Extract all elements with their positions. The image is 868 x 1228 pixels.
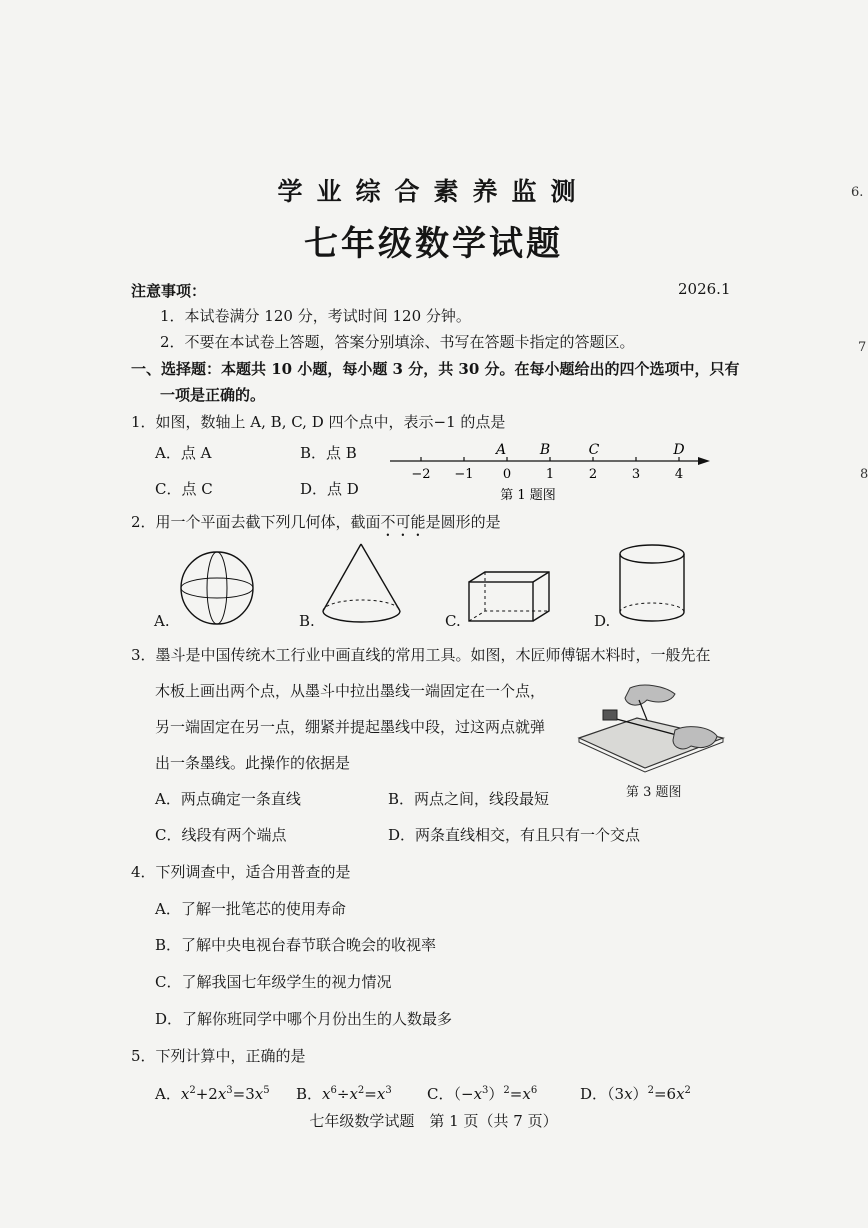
arrow-icon [698,457,710,465]
tick-label: −2 [411,467,431,482]
q4-option-a: A．了解一批笔芯的使用寿命 [155,900,346,918]
q2-option-c-label: C. [445,612,461,630]
q5-stem: 5．下列计算中，正确的是 [131,1047,306,1065]
q3-option-d: D．两条直线相交，有且只有一个交点 [388,826,641,844]
section-heading: 一、选择题：本题共 10 小题，每小题 3 分，共 30 分。在每小题给出的四个选项中，只有 [131,360,740,378]
q1-stem: 1．如图，数轴上 A, B, C, D 四个点中，表示−1 的点是 [131,413,506,431]
q1-option-b: B．点 B [300,444,357,462]
cylinder-icon [615,542,690,627]
q5-option-b-expr: $x^6\div x^2=x^3$ [322,1085,392,1103]
q5-option-b-label: B． [296,1085,323,1103]
q5-option-a-expr: $x^2+2x^3=3x^5$ [180,1085,270,1103]
q2-option-a-label: A. [154,612,170,630]
tick-label: −1 [454,467,474,482]
notice-item: 2．不要在本试卷上答题，答案分别填涂、书写在答题卡指定的答题区。 [160,333,635,351]
cuboid-icon [465,568,555,626]
q5-option-d-label: D． [580,1085,608,1103]
q3-stem-line: 另一端固定在另一点，绷紧并提起墨线中段，过这两点就弹 [155,718,546,736]
q5-option-a [155,1083,270,1104]
edge-fragment: 6. [851,185,864,200]
q5-option-b [296,1083,392,1104]
q2-stem-after: 是圆形的是 [425,513,501,531]
tick-label: 2 [588,467,598,482]
point-label-a: A [495,442,507,458]
tick-label: 1 [545,467,555,482]
edge-fragment: 8 [860,467,868,482]
point-label-d: D [673,442,685,458]
q5-option-d [580,1083,691,1104]
q4-stem: 4．下列调查中，适合用普查的是 [131,863,351,881]
q4-option-c: C．了解我国七年级学生的视力情况 [155,973,392,991]
notice-label: 注意事项： [131,282,207,300]
q4-option-d: D．了解你班同学中哪个月份出生的人数最多 [155,1010,453,1028]
q1-option-c: C．点 C [155,480,213,498]
q3-stem-line: 木板上画出两个点，从墨斗中拉出墨线一端固定在一个点， [155,682,546,700]
cone-icon [318,540,408,630]
figure-caption: 第 1 题图 [500,488,556,503]
q5-option-c-label: C． [427,1085,454,1103]
q5-option-c [427,1083,537,1104]
edge-fragment: 7 [858,340,867,355]
q1-option-d: D．点 D [300,480,359,498]
notice-item: 1．本试卷满分 120 分，考试时间 120 分钟。 [160,307,471,325]
q3-figure-caption: 第 3 题图 [626,785,682,800]
q4-option-b: B．了解中央电视台春节联合晚会的收视率 [155,936,437,954]
page-footer: 七年级数学试题 第 1 页（共 7 页） [309,1112,558,1130]
q3-option-b: B．两点之间，线段最短 [388,790,550,808]
tick-label: 0 [502,467,512,482]
q3-option-a: A．两点确定一条直线 [155,790,301,808]
q5-option-d-expr: $(3x)^2=6x^2$ [607,1085,691,1103]
exam-supertitle: 学业综合素养监测 [277,177,590,206]
section-heading-cont: 一项是正确的。 [160,386,266,404]
q1-option-a: A．点 A [155,444,212,462]
tick-label: 4 [674,467,684,482]
q2-stem-before: 2．用一个平面去截下列几何体，截面 [131,513,381,531]
q2-stem [131,511,501,540]
point-label-c: C [588,442,600,458]
exam-title: 七年级数学试题 [304,224,563,264]
exam-date: 2026.1 [678,280,731,298]
q2-stem-emphasis: 不可能 [380,513,426,531]
ink-line-tool-illustration [575,680,725,772]
q5-option-a-label: A． [155,1085,181,1103]
q3-option-c: C．线段有两个端点 [155,826,287,844]
point-label-b: B [539,442,551,458]
q3-stem-line: 出一条墨线。此操作的依据是 [155,754,351,772]
q2-option-d-label: D. [594,612,611,630]
sphere-icon [175,548,260,628]
q2-option-b-label: B. [299,612,315,630]
q3-stem-line: 3．墨斗是中国传统木工行业中画直线的常用工具。如图，木匠师傅锯木料时，一般先在 [131,646,711,664]
q5-option-c-expr: $(-x^3)^2=x^6$ [453,1085,538,1103]
tick-label: 3 [631,467,641,482]
number-line-figure [385,438,715,506]
